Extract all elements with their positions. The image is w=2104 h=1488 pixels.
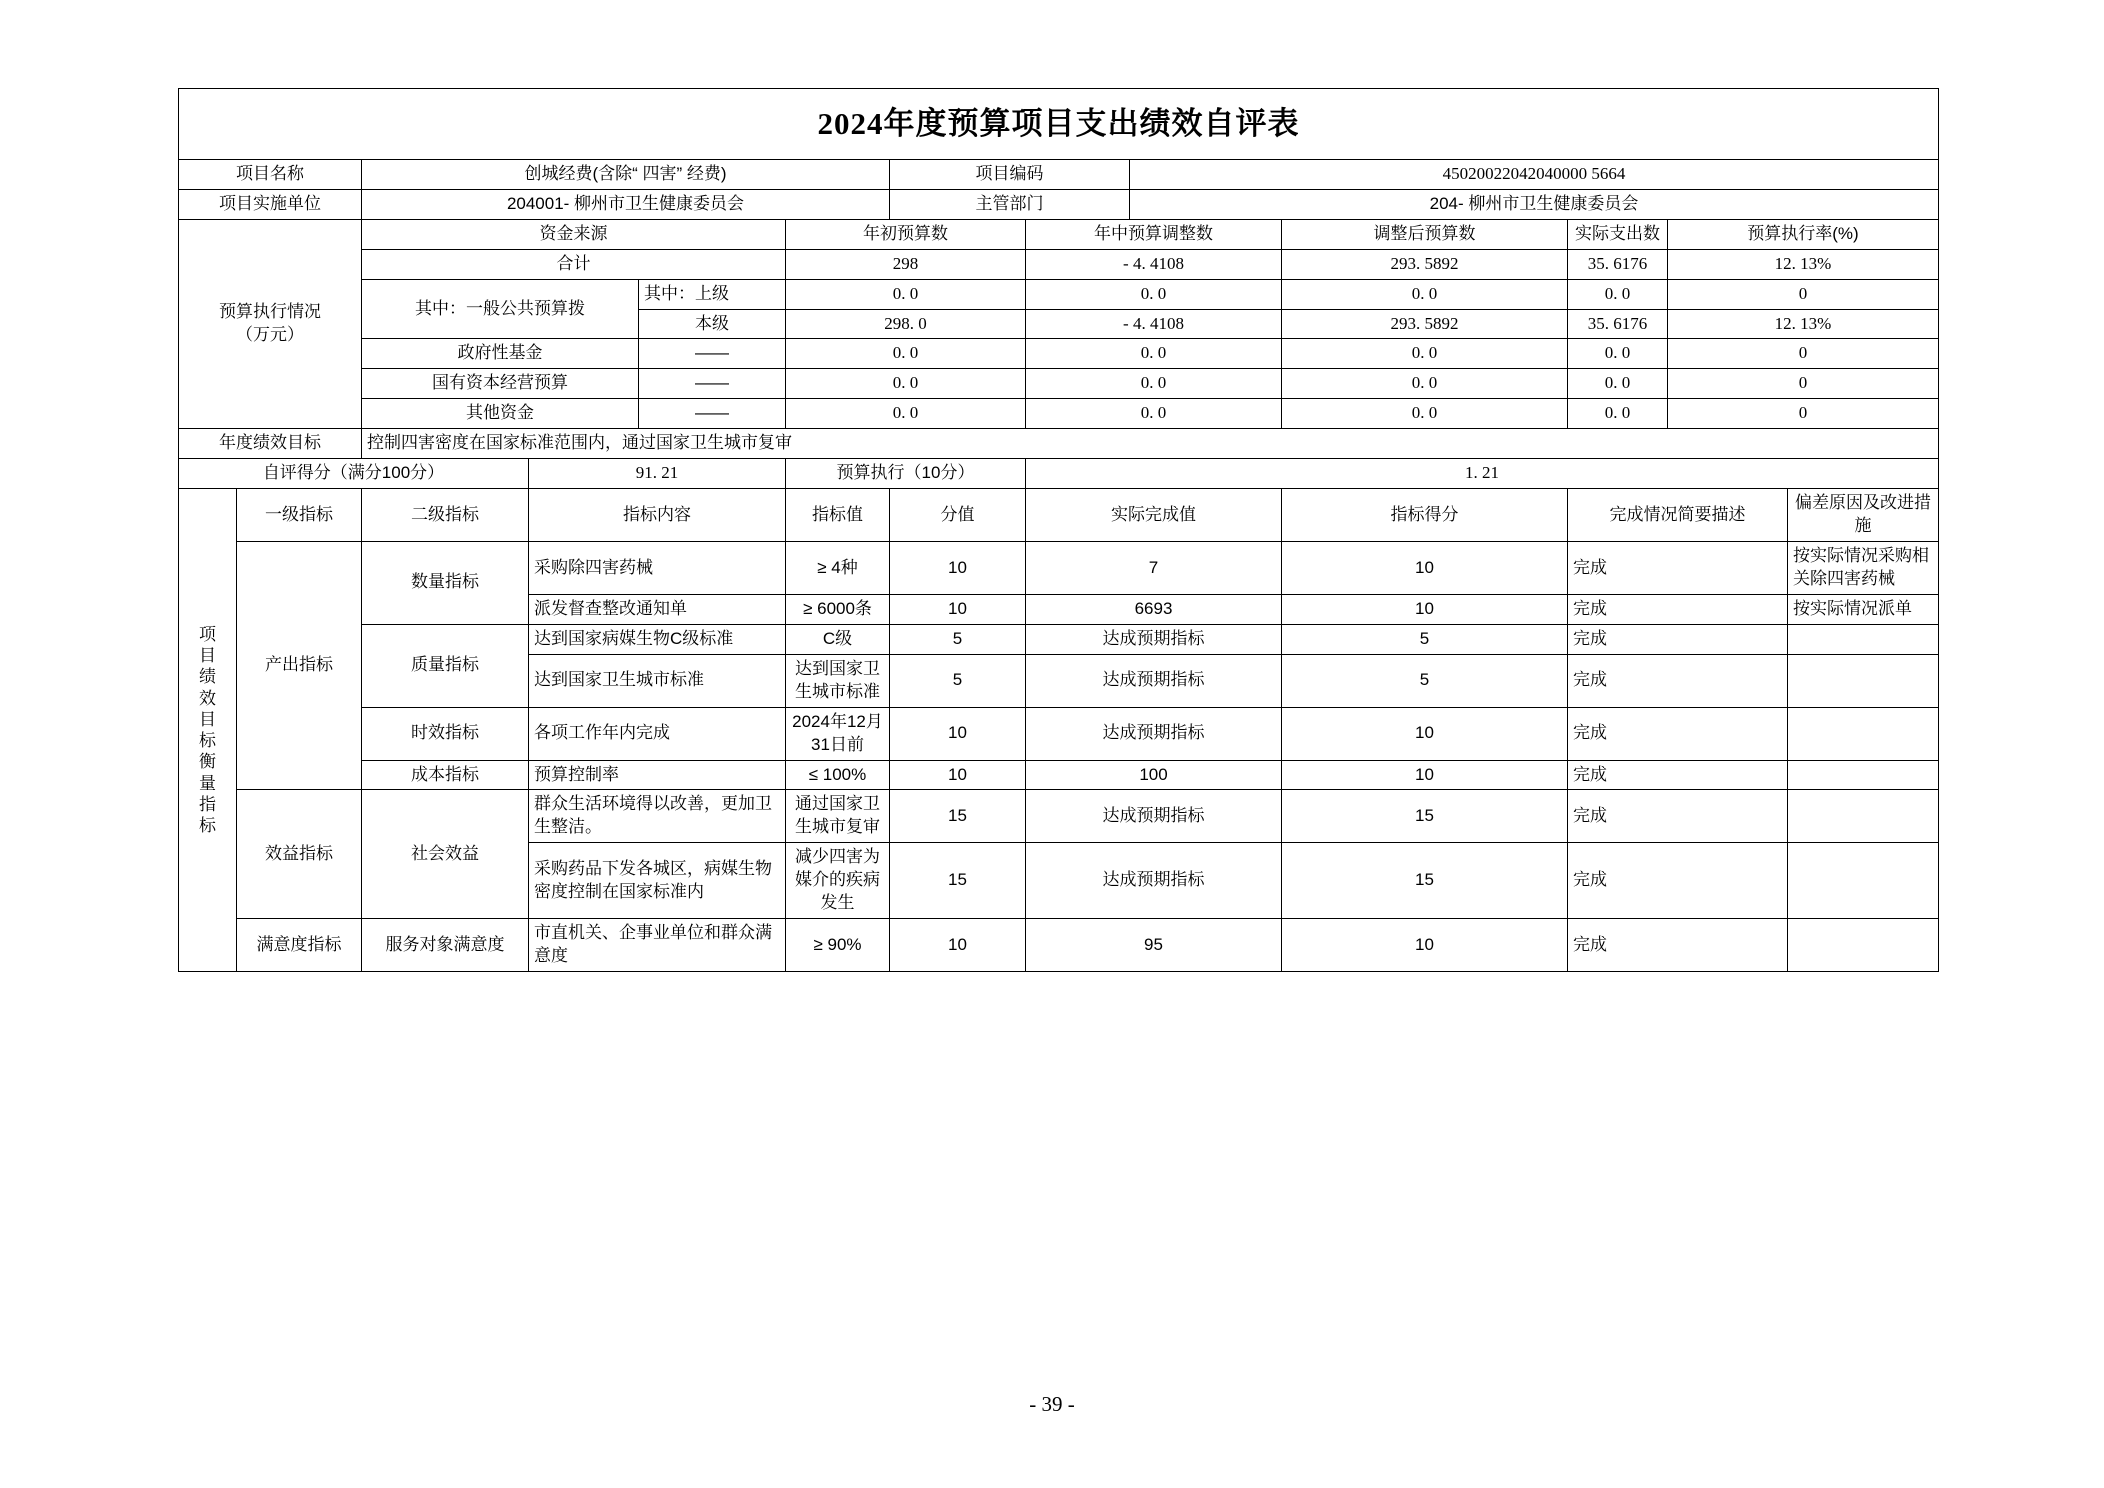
indicator-score: 15 [1282,843,1568,919]
budget-row-govfund-after: 0. 0 [1282,339,1568,369]
indicator-actual: 95 [1026,919,1282,972]
indicator-status: 完成 [1568,760,1788,790]
budget-row-local-actual: 35. 6176 [1568,309,1668,339]
budget-row-local-initial: 298. 0 [786,309,1026,339]
budget-row-statecapital-after: 0. 0 [1282,369,1568,399]
indicator-deviation [1788,654,1939,707]
indicator-weight: 5 [890,624,1026,654]
indicator-actual: 达成预期指标 [1026,707,1282,760]
budget-row-total-initial: 298 [786,249,1026,279]
budget-row-statecapital-rate: 0 [1668,369,1939,399]
indicator-weight: 10 [890,919,1026,972]
budget-row-statecapital-initial: 0. 0 [786,369,1026,399]
project-code-value: 45020022042040000 5664 [1130,159,1939,189]
budget-row-total [179,249,1939,279]
indicator-col-actual: 实际完成值 [1026,489,1282,542]
indicator-row [179,542,1939,595]
indicator-actual: 达成预期指标 [1026,790,1282,843]
indicator-target: ≤ 100% [786,760,890,790]
budget-row-govfund-label: 政府性基金 [362,339,639,369]
indicator-content: 各项工作年内完成 [529,707,786,760]
budget-row-other-dash: —— [639,399,786,429]
budget-row-statecapital-dash: —— [639,369,786,399]
budget-row-upper-actual: 0. 0 [1568,279,1668,309]
budget-row-total-adjustment: - 4. 4108 [1026,249,1282,279]
indicator-target: ≥ 4种 [786,542,890,595]
budget-row-total-after: 293. 5892 [1282,249,1568,279]
indicator-status: 完成 [1568,594,1788,624]
budget-group-general-public: 其中：一般公共预算拨 [362,279,639,339]
indicator-score: 10 [1282,542,1568,595]
budget-row-statecapital [179,369,1939,399]
indicator-level1-benefit: 效益指标 [237,790,362,919]
budget-row-upper-after: 0. 0 [1282,279,1568,309]
budget-section-label-line1: 预算执行情况 [219,302,321,322]
implementing-unit-label: 项目实施单位 [179,189,362,219]
project-name-value: 创城经费(含除“ 四害” 经费) [362,159,890,189]
indicator-row [179,790,1939,843]
budget-row-local-label: 本级 [639,309,786,339]
indicator-status: 完成 [1568,707,1788,760]
indicator-status: 完成 [1568,654,1788,707]
indicator-actual: 7 [1026,542,1282,595]
project-code-label: 项目编码 [890,159,1130,189]
self-score-value: 91. 21 [529,459,786,489]
indicator-level2-timeliness: 时效指标 [362,707,529,760]
indicator-target: 通过国家卫生城市复审 [786,790,890,843]
budget-exec-score-label: 预算执行（10分） [786,459,1026,489]
indicator-level1-satisfaction: 满意度指标 [237,919,362,972]
indicator-status: 完成 [1568,790,1788,843]
indicator-level2-quantity: 数量指标 [362,542,529,625]
indicator-content: 市直机关、企事业单位和群众满意度 [529,919,786,972]
indicator-score: 10 [1282,919,1568,972]
indicator-section-label-text: 项目绩效目标衡量指标 [199,624,216,836]
indicator-header-row [179,489,1939,542]
indicator-score: 5 [1282,654,1568,707]
indicator-target: 减少四害为媒介的疾病发生 [786,843,890,919]
indicator-col-deviation: 偏差原因及改进措施 [1788,489,1939,542]
budget-row-govfund-dash: —— [639,339,786,369]
budget-section-label [179,219,362,429]
budget-row-other [179,399,1939,429]
indicator-col-target: 指标值 [786,489,890,542]
indicator-deviation [1788,624,1939,654]
indicator-weight: 15 [890,843,1026,919]
indicator-level2-service-satisfaction: 服务对象满意度 [362,919,529,972]
indicator-deviation: 按实际情况派单 [1788,594,1939,624]
indicator-level2-social: 社会效益 [362,790,529,919]
indicator-score: 10 [1282,760,1568,790]
indicator-content: 采购药品下发各城区，病媒生物密度控制在国家标准内 [529,843,786,919]
budget-row-local-adjustment: - 4. 4108 [1026,309,1282,339]
indicator-col-score: 指标得分 [1282,489,1568,542]
budget-row-other-rate: 0 [1668,399,1939,429]
budget-row-govfund [179,339,1939,369]
indicator-weight: 10 [890,707,1026,760]
budget-row-upper-initial: 0. 0 [786,279,1026,309]
budget-row-total-rate: 12. 13% [1668,249,1939,279]
indicator-weight: 5 [890,654,1026,707]
implementing-unit-row [179,189,1939,219]
indicator-score: 5 [1282,624,1568,654]
budget-row-govfund-actual: 0. 0 [1568,339,1668,369]
indicator-score: 10 [1282,594,1568,624]
indicator-content: 达到国家卫生城市标准 [529,654,786,707]
performance-evaluation-table [178,88,1939,972]
budget-row-govfund-adjustment: 0. 0 [1026,339,1282,369]
budget-col-source: 资金来源 [362,219,786,249]
performance-evaluation-page [178,88,1938,972]
indicator-target: 达到国家卫生城市标准 [786,654,890,707]
indicator-target: 2024年12月31日前 [786,707,890,760]
annual-goal-label: 年度绩效目标 [179,429,362,459]
indicator-target: ≥ 90% [786,919,890,972]
indicator-actual: 6693 [1026,594,1282,624]
indicator-status: 完成 [1568,843,1788,919]
indicator-status: 完成 [1568,919,1788,972]
indicator-weight: 15 [890,790,1026,843]
budget-exec-score-value: 1. 21 [1026,459,1939,489]
indicator-col-content: 指标内容 [529,489,786,542]
indicator-level1-output: 产出指标 [237,542,362,790]
indicator-col-weight: 分值 [890,489,1026,542]
indicator-weight: 10 [890,542,1026,595]
indicator-content: 群众生活环境得以改善，更加卫生整洁。 [529,790,786,843]
page-number: - 39 - [1029,1392,1075,1416]
budget-row-upper-label: 其中：上级 [639,279,786,309]
budget-row-govfund-rate: 0 [1668,339,1939,369]
indicator-col-status: 完成情况简要描述 [1568,489,1788,542]
supervising-dept-label: 主管部门 [890,189,1130,219]
page-title: 2024年度预算项目支出绩效自评表 [817,106,1300,141]
indicator-score: 15 [1282,790,1568,843]
indicator-target: C级 [786,624,890,654]
score-row [179,459,1939,489]
budget-row-govfund-initial: 0. 0 [786,339,1026,369]
annual-goal-row [179,429,1939,459]
indicator-actual: 达成预期指标 [1026,654,1282,707]
indicator-status: 完成 [1568,624,1788,654]
indicator-row [179,760,1939,790]
budget-row-statecapital-adjustment: 0. 0 [1026,369,1282,399]
budget-row-other-after: 0. 0 [1282,399,1568,429]
indicator-col-level2: 二级指标 [362,489,529,542]
title-cell [179,89,1939,160]
budget-row-upper-adjustment: 0. 0 [1026,279,1282,309]
project-name-row [179,159,1939,189]
budget-section-label-line2: （万元） [236,325,304,344]
implementing-unit-value: 204001- 柳州市卫生健康委员会 [362,189,890,219]
indicator-row [179,919,1939,972]
indicator-col-level1: 一级指标 [237,489,362,542]
indicator-weight: 10 [890,594,1026,624]
budget-row-statecapital-actual: 0. 0 [1568,369,1668,399]
indicator-deviation: 按实际情况采购相关除四害药械 [1788,542,1939,595]
budget-row-local-rate: 12. 13% [1668,309,1939,339]
indicator-actual: 达成预期指标 [1026,624,1282,654]
budget-row-other-adjustment: 0. 0 [1026,399,1282,429]
indicator-status: 完成 [1568,542,1788,595]
budget-row-upper [179,279,1939,309]
budget-row-other-initial: 0. 0 [786,399,1026,429]
title-row [179,89,1939,160]
budget-row-statecapital-label: 国有资本经营预算 [362,369,639,399]
budget-row-other-actual: 0. 0 [1568,399,1668,429]
indicator-content: 采购除四害药械 [529,542,786,595]
budget-row-other-label: 其他资金 [362,399,639,429]
indicator-content: 预算控制率 [529,760,786,790]
budget-row-upper-rate: 0 [1668,279,1939,309]
indicator-deviation [1788,760,1939,790]
budget-col-adjustment: 年中预算调整数 [1026,219,1282,249]
indicator-content: 派发督查整改通知单 [529,594,786,624]
indicator-deviation [1788,919,1939,972]
indicator-level2-cost: 成本指标 [362,760,529,790]
project-name-label: 项目名称 [179,159,362,189]
indicator-actual: 达成预期指标 [1026,843,1282,919]
indicator-deviation [1788,707,1939,760]
indicator-row [179,624,1939,654]
budget-col-rate: 预算执行率(%) [1668,219,1939,249]
budget-col-after-adjust: 调整后预算数 [1282,219,1568,249]
budget-col-actual: 实际支出数 [1568,219,1668,249]
indicator-actual: 100 [1026,760,1282,790]
indicator-level2-quality: 质量指标 [362,624,529,707]
budget-header-row [179,219,1939,249]
self-score-label: 自评得分（满分100分） [179,459,529,489]
indicator-target: ≥ 6000条 [786,594,890,624]
indicator-deviation [1788,843,1939,919]
supervising-dept-value: 204- 柳州市卫生健康委员会 [1130,189,1939,219]
budget-col-initial: 年初预算数 [786,219,1026,249]
annual-goal-value: 控制四害密度在国家标准范围内，通过国家卫生城市复审 [362,429,1939,459]
budget-row-total-actual: 35. 6176 [1568,249,1668,279]
indicator-score: 10 [1282,707,1568,760]
indicator-section-label [179,489,237,972]
indicator-row [179,707,1939,760]
indicator-weight: 10 [890,760,1026,790]
indicator-content: 达到国家病媒生物C级标准 [529,624,786,654]
indicator-deviation [1788,790,1939,843]
budget-row-total-label: 合计 [362,249,786,279]
budget-row-local-after: 293. 5892 [1282,309,1568,339]
